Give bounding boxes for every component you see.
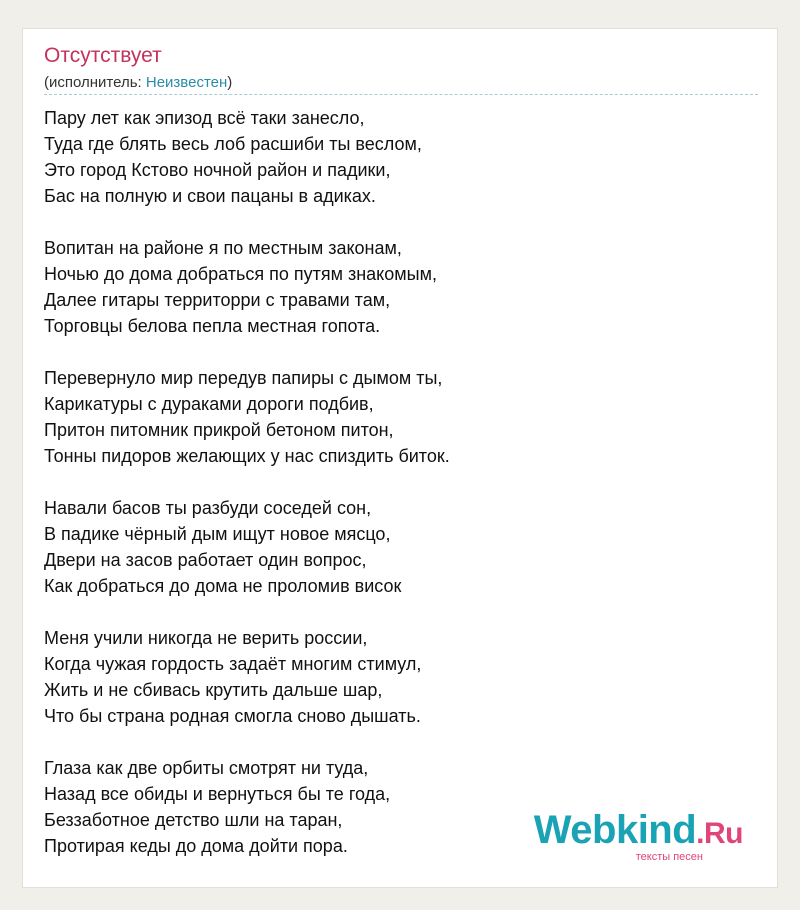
logo-wordmark: [534, 810, 743, 854]
lyric-line: Перевернуло мир передув папиры с дымом ты,: [44, 368, 443, 388]
artist-prefix: (исполнитель:: [44, 74, 146, 91]
lyrics-body: [44, 105, 758, 885]
logo-domain: .Ru: [696, 817, 743, 850]
lyric-line: Когда чужая гордость задаёт многим стимул,: [44, 654, 422, 674]
lyric-line: Что бы страна родная смогла сново дышать.: [44, 706, 421, 726]
lyric-line: Меня учили никогда не верить россии,: [44, 628, 368, 648]
lyric-line: Торговцы белова пепла местная гопота.: [44, 316, 381, 336]
stanza: [44, 495, 758, 599]
stanza: [44, 105, 758, 209]
logo-brand: Webkind: [533, 808, 697, 852]
artist-link[interactable]: Неизвестен: [145, 74, 228, 91]
lyrics-card: [22, 28, 778, 888]
lyric-line: Далее гитары территорри с травами там,: [44, 290, 391, 310]
site-logo[interactable]: [534, 810, 743, 863]
lyric-line: Двери на засов работает один вопрос,: [44, 550, 367, 570]
song-title: Отсутствует: [44, 44, 162, 67]
lyric-line: Бас на полную и свои пацаны в адиках.: [44, 186, 376, 206]
title-divider: [44, 94, 758, 95]
lyric-line: Глаза как две орбиты смотрят ни туда,: [44, 758, 369, 778]
lyric-line: Жить и не сбивась крутить дальше шар,: [44, 680, 383, 700]
lyric-line: Навали басов ты разбуди соседей сон,: [44, 498, 372, 518]
lyric-line: Назад все обиды и вернуться бы те года,: [44, 784, 391, 804]
lyric-line: Тонны пидоров желающих у нас спиздить биток.: [44, 446, 450, 466]
lyric-line: В падике чёрный дым ищут новое мясцо,: [44, 524, 391, 544]
stanza: [44, 625, 758, 729]
lyric-line: Притон питомник прикрой бетоном питон,: [44, 420, 394, 440]
lyric-line: Туда где блять весь лоб расшиби ты веслом,: [44, 134, 422, 154]
lyric-line: Карикатуры с дураками дороги подбив,: [44, 394, 374, 414]
lyric-line: Как добраться до дома не проломив висок: [44, 576, 402, 596]
lyric-line: Беззаботное детство шли на таран,: [44, 810, 343, 830]
artist-suffix: ): [227, 74, 233, 91]
logo-tagline: тексты песен: [635, 851, 703, 863]
artist-line: [44, 74, 232, 91]
lyric-line: Пару лет как эпизод всё таки занесло,: [44, 108, 365, 128]
lyric-line: Ночью до дома добраться по путям знакомым,: [44, 264, 437, 284]
lyric-line: Вопитан на районе я по местным законам,: [44, 238, 402, 258]
lyric-line: Протирая кеды до дома дойти пора.: [44, 836, 348, 856]
stanza: [44, 365, 758, 469]
lyric-line: Это город Кстово ночной район и падики,: [44, 160, 391, 180]
stanza: [44, 235, 758, 339]
